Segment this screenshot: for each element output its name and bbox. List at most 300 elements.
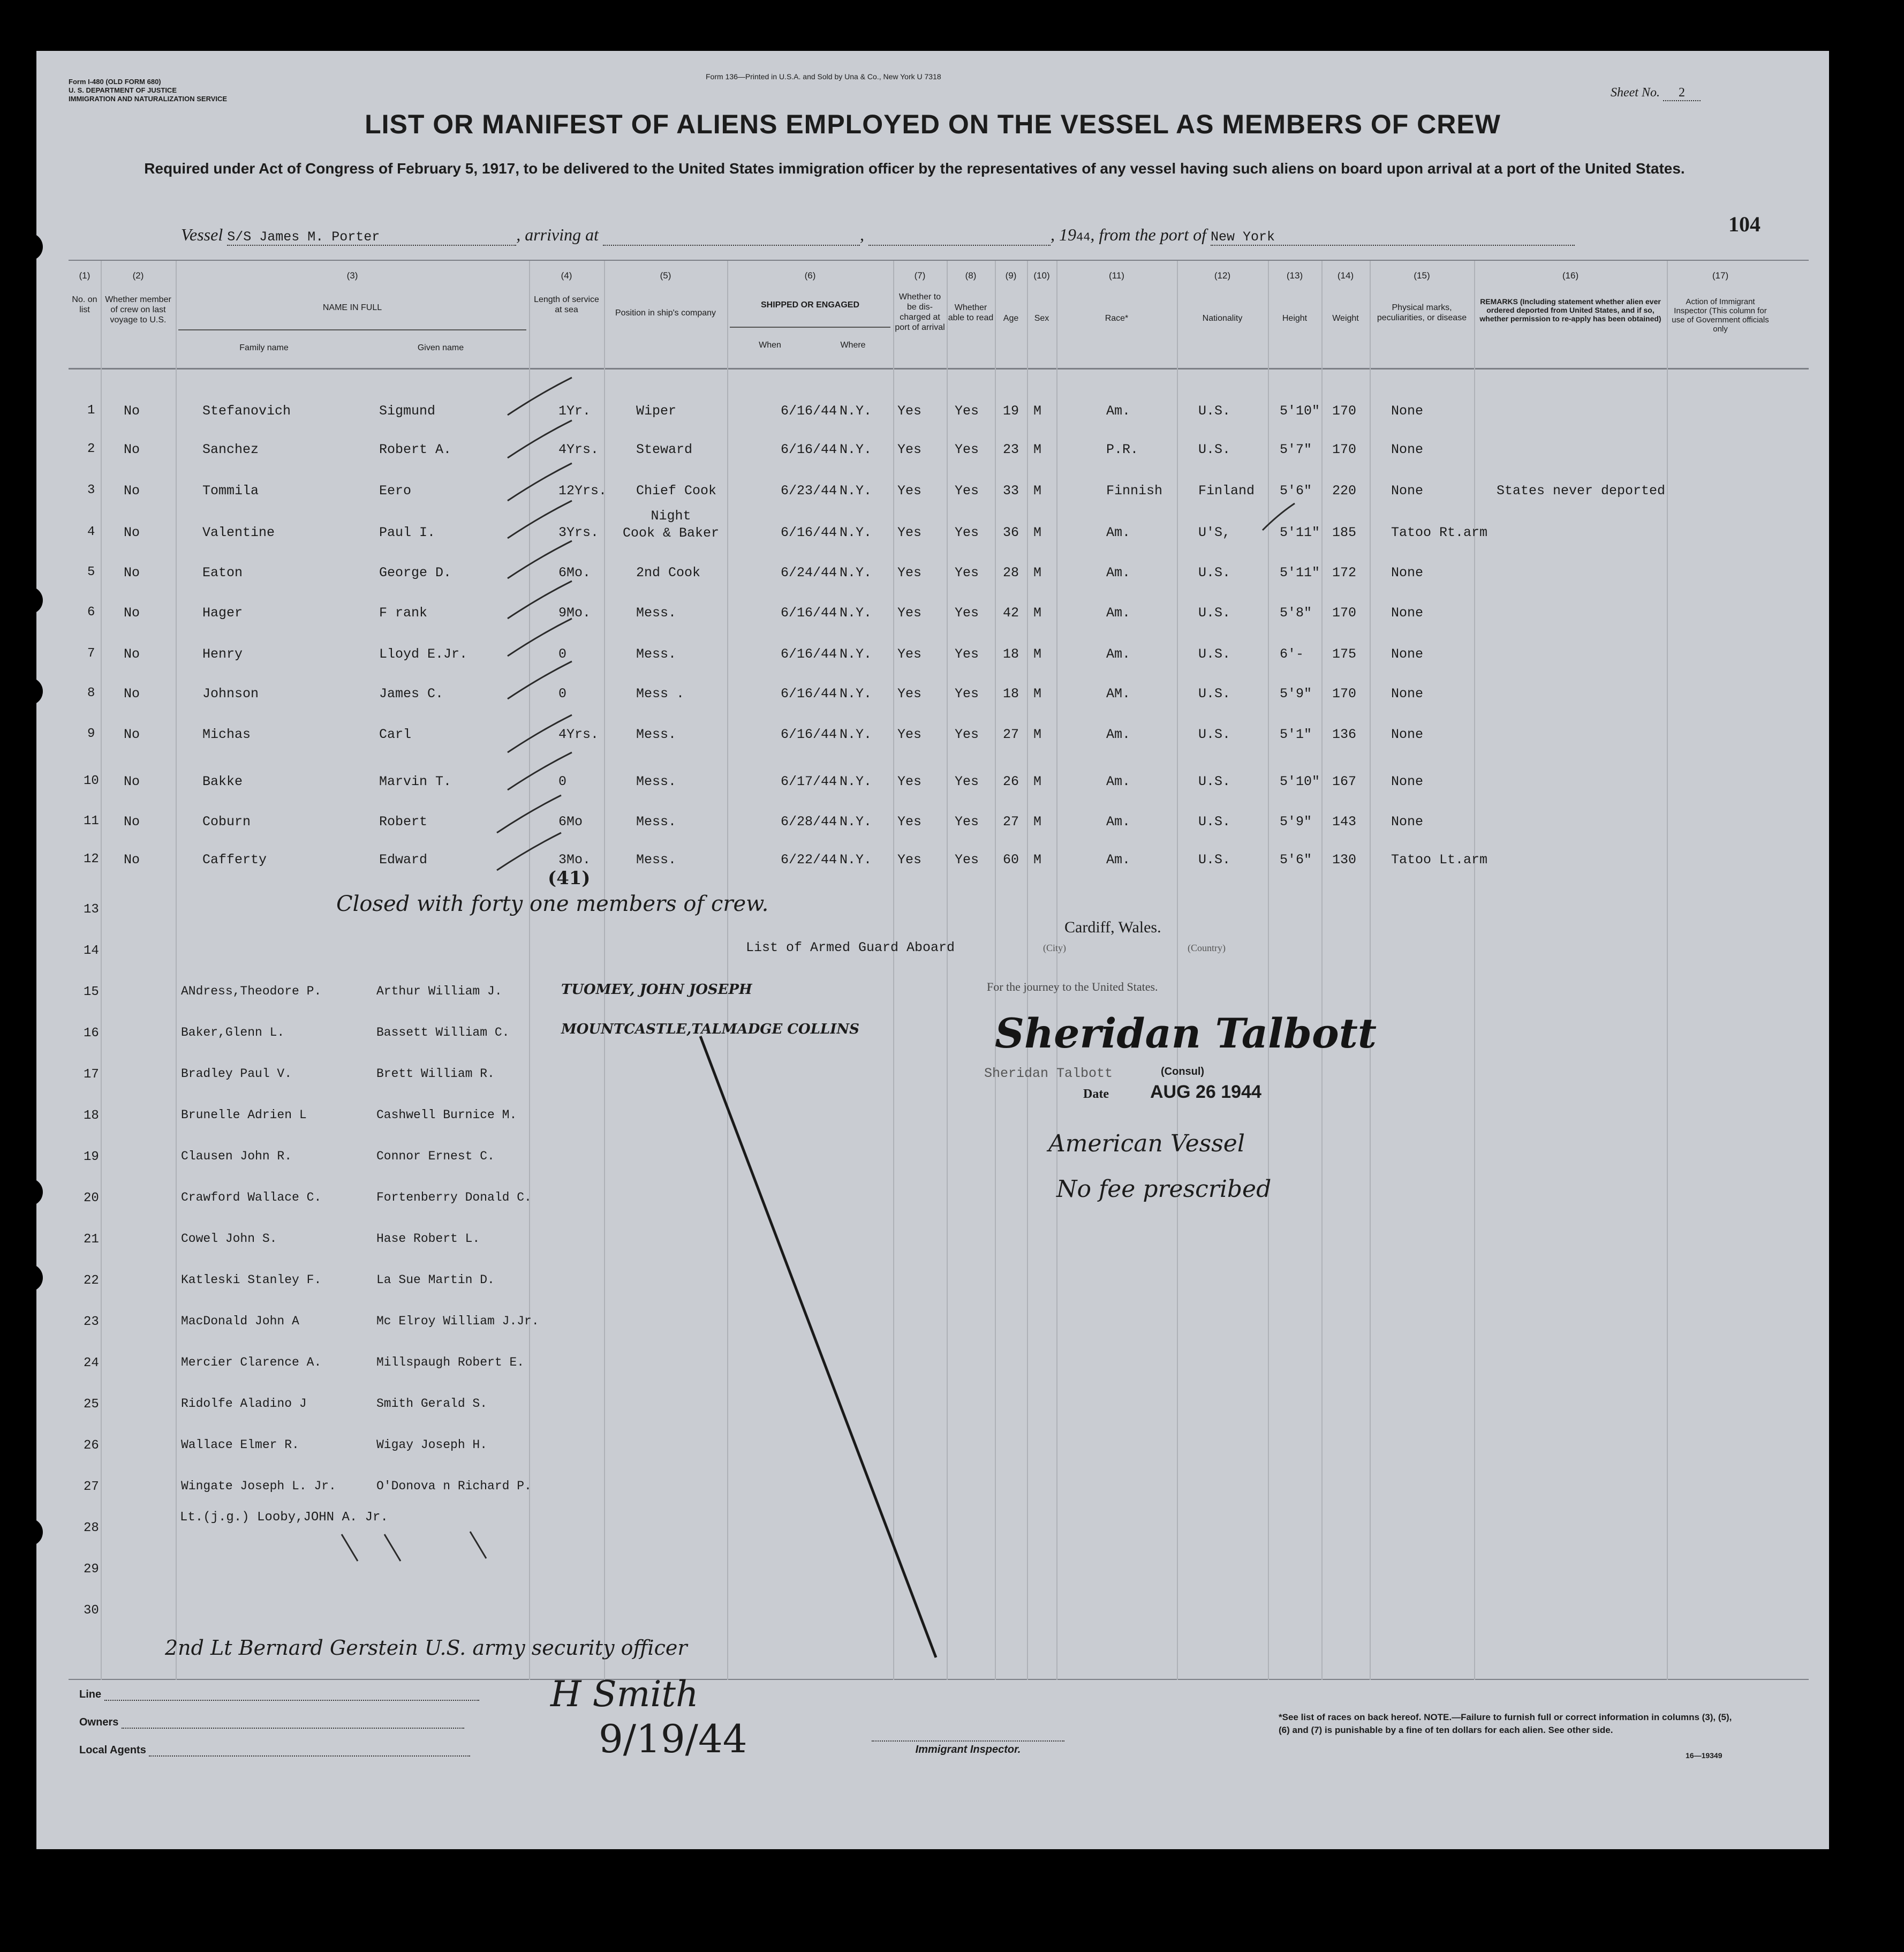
subhead-where: Where [840, 341, 866, 350]
position: 2nd Cook [636, 565, 701, 581]
discharge: Yes [897, 814, 922, 830]
given-name: Carl [379, 727, 412, 742]
col-num-3: (3) [346, 270, 358, 281]
discharge: Yes [897, 403, 922, 419]
age: 26 [1003, 774, 1019, 789]
age: 60 [1003, 852, 1019, 868]
given-name: Lloyd E.Jr. [379, 646, 468, 662]
year-value: 44 [1076, 231, 1091, 244]
armed-guard-name: Cowel John S. [181, 1232, 277, 1246]
service-length: 0 [558, 774, 567, 789]
col-num-2: (2) [132, 270, 144, 281]
family-name: Coburn [202, 814, 251, 830]
discharge: Yes [897, 483, 922, 499]
diagonal-pen-stroke [700, 1036, 936, 1657]
sex: M [1033, 403, 1042, 419]
age: 23 [1003, 442, 1019, 457]
weight: 170 [1332, 442, 1357, 457]
col-head-service: Length of service at sea [534, 295, 599, 314]
line-number: 22 [84, 1273, 99, 1288]
age: 28 [1003, 565, 1019, 581]
given-name: Paul I. [379, 525, 436, 540]
remarks: States never deported [1497, 483, 1666, 499]
race: Am. [1106, 646, 1131, 662]
given-name: F rank [379, 605, 428, 621]
given-name: Marvin T. [379, 774, 452, 789]
row-number: 9 [87, 727, 95, 741]
discharge: Yes [897, 686, 922, 702]
row-number: 8 [87, 686, 95, 700]
race: Finnish [1106, 483, 1163, 499]
consul-note-vessel: American Vessel [1048, 1130, 1245, 1157]
race: Am. [1106, 565, 1131, 581]
family-name: Sanchez [202, 442, 259, 457]
shipped-when: 6/22/44 [781, 852, 837, 868]
position: Mess. [636, 727, 677, 742]
armed-guard-name: Wigay Joseph H. [376, 1438, 488, 1452]
check-marks [342, 378, 1295, 1561]
line-number: 16 [84, 1026, 99, 1041]
nationality: U'S, [1198, 525, 1231, 540]
weight: 170 [1332, 403, 1357, 419]
col-num-16: (16) [1562, 270, 1579, 281]
able-to-read: Yes [955, 852, 979, 868]
shipped-where: N.Y. [840, 565, 872, 581]
service: IMMIGRATION AND NATURALIZATION SERVICE [69, 95, 228, 103]
able-to-read: Yes [955, 646, 979, 662]
col-num-7: (7) [914, 270, 926, 281]
sex: M [1033, 852, 1042, 868]
row-number: 2 [87, 442, 95, 456]
port-value: New York [1211, 229, 1575, 246]
armed-guard-name: Brett William R. [376, 1067, 495, 1081]
col-head-no: No. on list [72, 295, 97, 314]
position: Mess. [636, 774, 677, 789]
able-to-read: Yes [955, 483, 979, 499]
line-number: 26 [84, 1438, 99, 1453]
sex: M [1033, 525, 1042, 540]
col-head-prev: Whether member of crew on last voyage to U.S. [105, 295, 171, 325]
col-num-9: (9) [1005, 270, 1017, 281]
line-number: 13 [84, 902, 99, 917]
col-num-6: (6) [804, 270, 816, 281]
col-head-name: NAME IN FULL [322, 303, 382, 312]
prev-voyage: No [124, 605, 140, 621]
arriving-label: , arriving at [516, 225, 599, 244]
marks: None [1391, 483, 1424, 499]
consul-signature: Sheridan Talbott [995, 1009, 1377, 1057]
sex: M [1033, 774, 1042, 789]
shipped-when: 6/16/44 [781, 525, 837, 540]
col-head-sex: Sex [1034, 314, 1049, 323]
able-to-read: Yes [955, 605, 979, 621]
position: Steward [636, 442, 693, 457]
nationality: Finland [1198, 483, 1255, 499]
row-number: 3 [87, 483, 95, 498]
sheet-label: Sheet No. [1611, 86, 1660, 100]
armed-guard-name: Arthur William J. [376, 984, 502, 998]
row-number: 5 [87, 565, 95, 579]
line-number: 21 [84, 1232, 99, 1247]
armed-guard-officer: Lt.(j.g.) Looby,JOHN A. Jr. [180, 1510, 388, 1525]
shipped-when: 6/23/44 [781, 483, 837, 499]
col-num-4: (4) [561, 270, 572, 281]
race: P.R. [1106, 442, 1139, 457]
age: 18 [1003, 646, 1019, 662]
age: 27 [1003, 727, 1019, 742]
sex: M [1033, 565, 1042, 581]
line-number: 30 [84, 1603, 99, 1618]
service-length: 1Yr. [558, 403, 591, 419]
col-head-race: Race* [1105, 314, 1129, 323]
shipped-where: N.Y. [840, 483, 872, 499]
line-number: 29 [84, 1562, 99, 1577]
page-number: 104 [1728, 212, 1761, 236]
footer-agents-label: Local Agents [79, 1744, 146, 1756]
able-to-read: Yes [955, 442, 979, 457]
col-head-remarks: REMARKS (Including statement whether alien ever ordered deported from United States, and if so, whether permission to re-apply has been obtained) [1479, 297, 1661, 323]
height: 5'11" [1280, 565, 1320, 581]
shipped-when: 6/16/44 [781, 646, 837, 662]
nationality: U.S. [1198, 646, 1231, 662]
armed-guard-name: Katleski Stanley F. [181, 1273, 322, 1287]
height: 6'- [1280, 646, 1304, 662]
marks: None [1391, 646, 1424, 662]
manifest-page [36, 51, 1829, 1849]
subhead-when: When [759, 341, 781, 350]
family-name: Michas [202, 727, 251, 742]
weight: 170 [1332, 605, 1357, 621]
sex: M [1033, 727, 1042, 742]
immigrant-inspector-signature: Immigrant Inspector. [872, 1740, 1064, 1756]
page-subtitle: Required under Act of Congress of February 5, 1917, to be delivered to the United States immigration officer by the representatives of any vessel having such aliens on board upon arrival at a port of the United States. [144, 160, 1685, 177]
footer-owners-label: Owners [79, 1716, 119, 1728]
nationality: U.S. [1198, 774, 1231, 789]
marks: None [1391, 686, 1424, 702]
line-number: 23 [84, 1315, 99, 1329]
weight: 136 [1332, 727, 1357, 742]
col-num-14: (14) [1337, 270, 1354, 281]
department: U. S. DEPARTMENT OF JUSTICE [69, 86, 177, 94]
line-number: 14 [84, 944, 99, 958]
col-num-13: (13) [1286, 270, 1303, 281]
armed-guard-name: Ridolfe Aladino J [181, 1397, 307, 1411]
security-date: 9/19/44 [599, 1716, 747, 1761]
height: 5'7" [1280, 442, 1312, 457]
sex: M [1033, 442, 1042, 457]
age: 33 [1003, 483, 1019, 499]
able-to-read: Yes [955, 403, 979, 419]
consul-date-stamp: AUG 26 1944 [1150, 1082, 1261, 1102]
race: Am. [1106, 403, 1131, 419]
armed-guard-heading: List of Armed Guard Aboard [746, 940, 955, 955]
row-number: 6 [87, 605, 95, 620]
armed-guard-name: Connor Ernest C. [376, 1149, 495, 1163]
service-length: 4Yrs. [558, 727, 599, 742]
shipped-where: N.Y. [840, 774, 872, 789]
family-name: Henry [202, 646, 243, 662]
height: 5'9" [1280, 814, 1312, 830]
family-name: Cafferty [202, 852, 267, 868]
line-number: 27 [84, 1480, 99, 1494]
able-to-read: Yes [955, 565, 979, 581]
nationality: U.S. [1198, 605, 1231, 621]
weight: 167 [1332, 774, 1357, 789]
position: Mess. [636, 605, 677, 621]
family-name: Bakke [202, 774, 243, 789]
age: 19 [1003, 403, 1019, 419]
consul-country-label: (Country) [1188, 943, 1226, 953]
marks: None [1391, 565, 1424, 581]
page-title: LIST OR MANIFEST OF ALIENS EMPLOYED ON THE VESSEL AS MEMBERS OF CREW [365, 109, 1501, 139]
prev-voyage: No [124, 483, 140, 499]
prev-voyage: No [124, 525, 140, 540]
consul-place: Cardiff, Wales. [1064, 918, 1161, 936]
closing-correction: (41) [548, 868, 591, 889]
prev-voyage: No [124, 403, 140, 419]
col-num-12: (12) [1214, 270, 1231, 281]
pen-marks [36, 51, 1829, 1849]
age: 42 [1003, 605, 1019, 621]
given-name: Robert A. [379, 442, 452, 457]
marks: None [1391, 774, 1424, 789]
col-head-read: Whether able to read [948, 303, 994, 322]
prev-voyage: No [124, 814, 140, 830]
closing-note: Closed with forty one members of crew. [336, 892, 769, 916]
row-number: 11 [84, 814, 99, 828]
line-number: 28 [84, 1521, 99, 1535]
shipped-where: N.Y. [840, 525, 872, 540]
sex: M [1033, 814, 1042, 830]
col-head-position: Position in ship's company [615, 308, 716, 318]
able-to-read: Yes [955, 727, 979, 742]
armed-guard-name: MacDonald John A [181, 1314, 299, 1328]
consul-name: Sheridan Talbott [984, 1066, 1113, 1081]
printer-line: Form 136—Printed in U.S.A. and Sold by Una & Co., New York U 7318 [706, 72, 941, 81]
service-length: 4Yrs. [558, 442, 599, 457]
row-number: 12 [84, 852, 99, 866]
subhead-given: Given name [417, 343, 464, 352]
height: 5'9" [1280, 686, 1312, 702]
armed-guard-name: La Sue Martin D. [376, 1273, 495, 1287]
row-number: 10 [84, 774, 99, 788]
service-length: 0 [558, 686, 567, 702]
line-number: 19 [84, 1150, 99, 1164]
race: Am. [1106, 605, 1131, 621]
family-name: Stefanovich [202, 403, 291, 419]
line-number: 17 [84, 1067, 99, 1082]
sex: M [1033, 605, 1042, 621]
vessel-label: Vessel [181, 225, 223, 244]
race: Am. [1106, 727, 1131, 742]
col-num-1: (1) [79, 270, 90, 281]
armed-guard-name: Wallace Elmer R. [181, 1438, 299, 1452]
armed-guard-name: Millspaugh Robert E. [376, 1355, 525, 1369]
armed-guard-name: Smith Gerald S. [376, 1397, 488, 1411]
discharge: Yes [897, 442, 922, 457]
service-length: 0 [558, 646, 567, 662]
marks: None [1391, 442, 1424, 457]
age: 18 [1003, 686, 1019, 702]
col-head-discharge: Whether to be dis-charged at port of arrival [895, 292, 945, 332]
height: 5'6" [1280, 483, 1312, 499]
shipped-when: 6/16/44 [781, 605, 837, 621]
prev-voyage: No [124, 727, 140, 742]
service-length: 6Mo [558, 814, 583, 830]
col-num-5: (5) [660, 270, 671, 281]
able-to-read: Yes [955, 525, 979, 540]
discharge: Yes [897, 727, 922, 742]
weight: 143 [1332, 814, 1357, 830]
position: Night Cook & Baker [622, 508, 720, 541]
row-number: 1 [87, 403, 95, 418]
height: 5'10" [1280, 774, 1320, 789]
position: Mess . [636, 686, 685, 702]
shipped-when: 6/16/44 [781, 442, 837, 457]
line-number: 20 [84, 1191, 99, 1205]
given-name: Sigmund [379, 403, 436, 419]
shipped-where: N.Y. [840, 646, 872, 662]
armed-guard-name: Brunelle Adrien L [181, 1108, 307, 1122]
height: 5'11" [1280, 525, 1320, 540]
armed-guard-name: O'Donova n Richard P. [376, 1479, 532, 1493]
position: Mess. [636, 814, 677, 830]
weight: 185 [1332, 525, 1357, 540]
position: Wiper [636, 403, 677, 419]
race: Am. [1106, 525, 1131, 540]
shipped-where: N.Y. [840, 686, 872, 702]
line-number: 25 [84, 1397, 99, 1412]
vessel-name: S/S James M. Porter [227, 229, 516, 246]
nationality: U.S. [1198, 852, 1231, 868]
col-head-marks: Physical marks, peculiarities, or disease [1377, 303, 1467, 322]
weight: 130 [1332, 852, 1357, 868]
service-length: 3Yrs. [558, 525, 599, 540]
consul-note-fee: No fee prescribed [1056, 1175, 1272, 1203]
vessel-line: Vessel S/S James M. Porter , arriving at , , 1944, from the port of New York [181, 225, 1575, 246]
shipped-when: 6/24/44 [781, 565, 837, 581]
shipped-where: N.Y. [840, 852, 872, 868]
discharge: Yes [897, 565, 922, 581]
weight: 172 [1332, 565, 1357, 581]
col-num-10: (10) [1033, 270, 1050, 281]
line-number: 18 [84, 1109, 99, 1123]
marks: Tatoo Rt.arm [1391, 525, 1488, 540]
position: Mess. [636, 646, 677, 662]
service-length: 9Mo. [558, 605, 591, 621]
col-head-action: Action of Immigrant Inspector (This column for use of Government officials only [1672, 297, 1769, 334]
given-name: Edward [379, 852, 428, 868]
shipped-when: 6/28/44 [781, 814, 837, 830]
subhead-family: Family name [239, 343, 289, 352]
family-name: Eaton [202, 565, 243, 581]
marks: None [1391, 403, 1424, 419]
sex: M [1033, 483, 1042, 499]
able-to-read: Yes [955, 686, 979, 702]
given-name: Eero [379, 483, 412, 499]
security-officer-note: 2nd Lt Bernard Gerstein U.S. army security officer [165, 1636, 687, 1660]
col-num-11: (11) [1109, 270, 1124, 281]
armed-guard-name: Bradley Paul V. [181, 1067, 292, 1081]
service-length: 12Yrs. [558, 483, 607, 499]
height: 5'1" [1280, 727, 1312, 742]
position: Mess. [636, 852, 677, 868]
sex: M [1033, 686, 1042, 702]
weight: 220 [1332, 483, 1357, 499]
family-name: Tommila [202, 483, 259, 499]
service-length: 3Mo. [558, 852, 591, 868]
given-name: Robert [379, 814, 428, 830]
armed-guard-name: Bassett William C. [376, 1026, 510, 1039]
marks: Tatoo Lt.arm [1391, 852, 1488, 868]
footer-code: 16—19349 [1686, 1751, 1722, 1760]
age: 27 [1003, 814, 1019, 830]
nationality: U.S. [1198, 403, 1231, 419]
weight: 170 [1332, 686, 1357, 702]
footer-line-label: Line [79, 1689, 102, 1700]
armed-guard-name: Mercier Clarence A. [181, 1355, 322, 1369]
line-number: 15 [84, 985, 99, 999]
added-guard-1: TUOMEY, JOHN JOSEPH [561, 982, 752, 998]
position: Chief Cook [636, 483, 717, 499]
col-head-height: Height [1282, 314, 1308, 323]
sheet-value: 2 [1663, 86, 1701, 101]
consul-journey: For the journey to the United States. [987, 980, 1158, 993]
marks: None [1391, 814, 1424, 830]
shipped-when: 6/16/44 [781, 403, 837, 419]
added-guard-2: MOUNTCASTLE,TALMADGE COLLINS [561, 1021, 859, 1037]
shipped-where: N.Y. [840, 727, 872, 742]
race: Am. [1106, 852, 1131, 868]
discharge: Yes [897, 774, 922, 789]
discharge: Yes [897, 852, 922, 868]
footer-note: *See list of races on back hereof. NOTE.—Failure to furnish full or correct information in columns (3), (5), (6) and (7) is punishable by a fine of ten dollars for each alien. See other side. [1279, 1712, 1732, 1735]
age: 36 [1003, 525, 1019, 540]
shipped-when: 6/17/44 [781, 774, 837, 789]
armed-guard-name: Hase Robert L. [376, 1232, 480, 1246]
race: Am. [1106, 814, 1131, 830]
height: 5'8" [1280, 605, 1312, 621]
armed-guard-name: Wingate Joseph L. Jr. [181, 1479, 336, 1493]
prev-voyage: No [124, 646, 140, 662]
consul-date-label: Date [1083, 1087, 1109, 1101]
nationality: U.S. [1198, 814, 1231, 830]
family-name: Valentine [202, 525, 275, 540]
col-head-weight: Weight [1332, 314, 1359, 323]
race: Am. [1106, 774, 1131, 789]
given-name: James C. [379, 686, 444, 702]
row-number: 4 [87, 525, 95, 539]
armed-guard-name: ANdress,Theodore P. [181, 984, 322, 998]
given-name: George D. [379, 565, 452, 581]
able-to-read: Yes [955, 774, 979, 789]
col-head-age: Age [1003, 314, 1019, 323]
able-to-read: Yes [955, 814, 979, 830]
nationality: U.S. [1198, 686, 1231, 702]
family-name: Johnson [202, 686, 259, 702]
row-number: 7 [87, 646, 95, 661]
col-num-15: (15) [1414, 270, 1430, 281]
armed-guard-name: Clausen John R. [181, 1149, 292, 1163]
prev-voyage: No [124, 852, 140, 868]
col-num-17: (17) [1712, 270, 1729, 281]
prev-voyage: No [124, 565, 140, 581]
discharge: Yes [897, 646, 922, 662]
weight: 175 [1332, 646, 1357, 662]
col-num-8: (8) [965, 270, 977, 281]
shipped-where: N.Y. [840, 442, 872, 457]
shipped-when: 6/16/44 [781, 686, 837, 702]
